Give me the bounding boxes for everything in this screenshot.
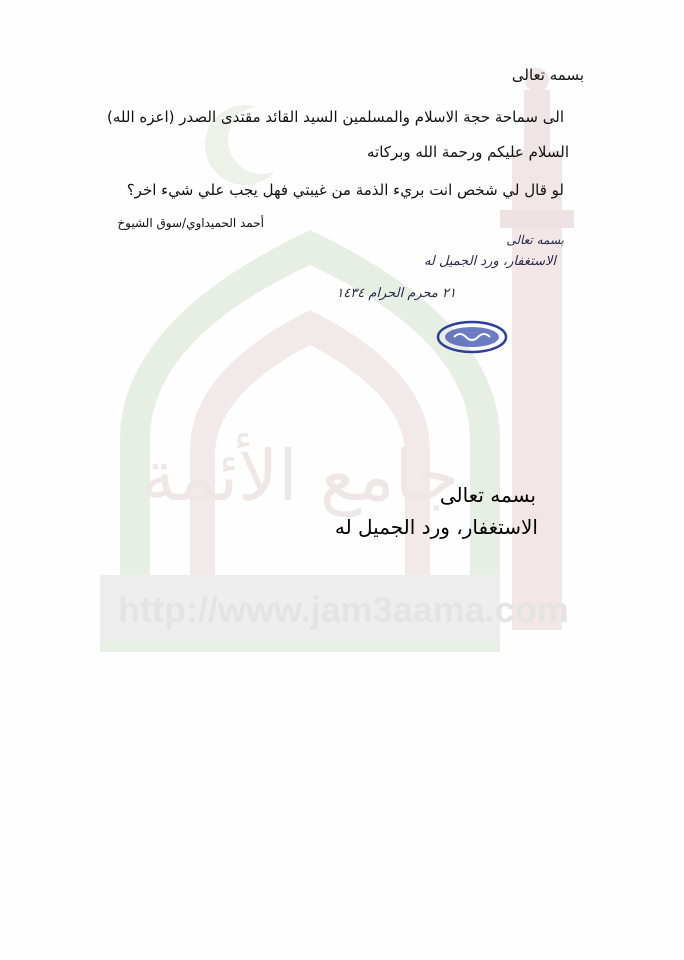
question-salam: السلام عليكم ورحمة الله وبركاته — [367, 143, 569, 161]
answer-text: الاستغفار، ورد الجميل له — [334, 515, 538, 539]
question-basmala: بسمه تعالى — [511, 66, 584, 84]
watermark-url: http://www.jam3aama.com — [118, 589, 569, 630]
handwritten-date: ٢١ محرم الحرام ١٤٣٤ — [336, 286, 456, 301]
handwritten-answer: الاستغفار، ورد الجميل له — [423, 254, 556, 269]
handwritten-basmala: بسمه تعالى — [506, 233, 564, 247]
watermark-logo-text: جامع الأئمة — [140, 435, 460, 517]
official-seal-stamp — [436, 320, 508, 354]
question-text: لو قال لي شخص انت بريء الذمة من غيبتي فهل يجب علي شيء اخر؟ — [126, 181, 564, 199]
question-signer: أحمد الحميداوي/سوق الشيوخ — [117, 216, 264, 230]
question-address: الى سماحة حجة الاسلام والمسلمين السيد القائد مقتدى الصدر (اعزه الله) — [107, 108, 564, 126]
answer-basmala: بسمه تعالى — [439, 483, 536, 507]
